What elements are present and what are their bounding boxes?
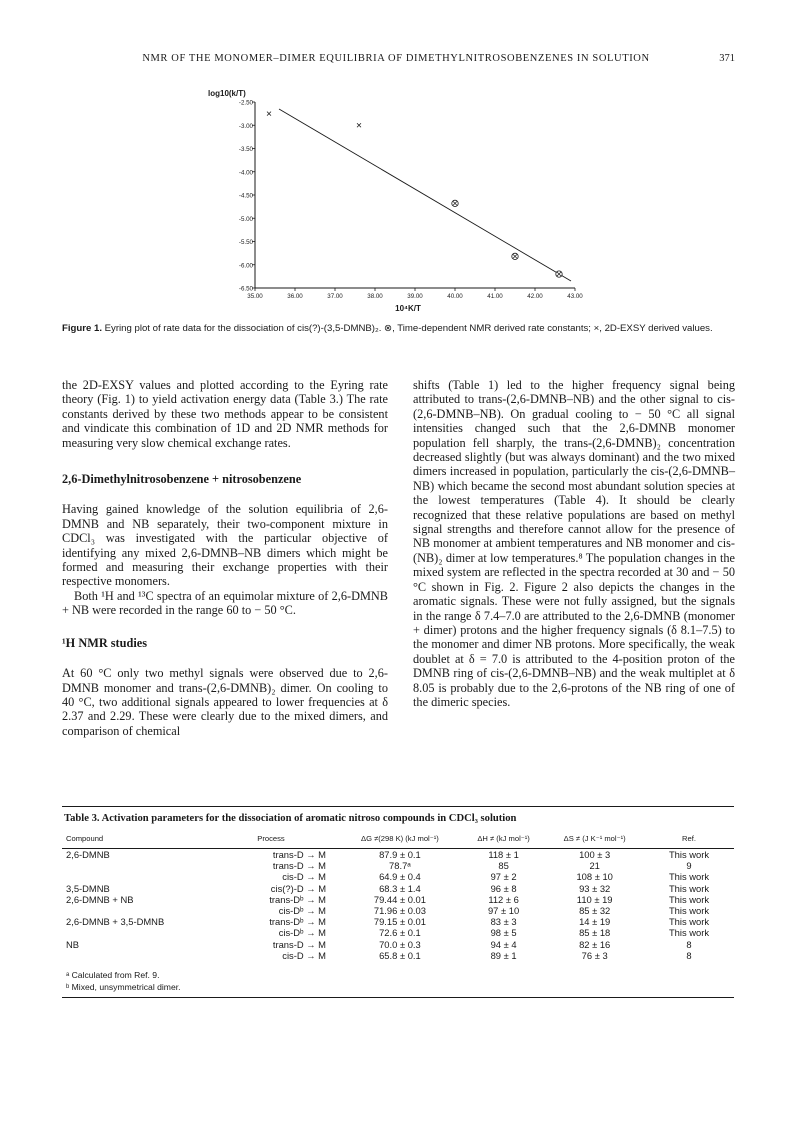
table-cell: 8 (686, 938, 692, 950)
table-cell: cis-D → M (282, 949, 326, 961)
y-axis-label: log10(k/T) (208, 89, 246, 98)
y-tick-label: -4.50 (238, 192, 253, 200)
x-axis-label: 10⁴K/T (395, 304, 421, 313)
table-cell (62, 927, 216, 938)
x-tick-label: 38.00 (367, 293, 383, 300)
data-marks (267, 109, 571, 281)
page-number: 371 (719, 53, 735, 64)
table-bottom-rule (62, 997, 734, 998)
y-tick-label: -3.50 (238, 146, 253, 153)
y-tick-label: -6.00 (238, 262, 253, 270)
column-header: Ref. (682, 834, 696, 843)
table-row (62, 894, 734, 905)
table-cell: 78.7ᵃ (389, 860, 411, 872)
table-cell (62, 905, 216, 916)
table-cell: trans-D → M (272, 938, 326, 950)
right-column (413, 378, 735, 709)
table-cell: This work (668, 905, 710, 917)
table-cell: 21 (589, 860, 600, 872)
exsy-point (267, 112, 271, 116)
table-row (62, 849, 734, 861)
exsy-point (357, 123, 361, 127)
table-3 (62, 806, 734, 998)
table-cell: 96 ± 8 (490, 882, 517, 894)
table-cell: 2,6-DMNB (66, 849, 110, 860)
y-tick-label: -6.50 (238, 285, 253, 293)
column-header: Process (257, 834, 285, 843)
figure-caption (62, 323, 734, 336)
column-header: ΔS ≠ (J K⁻¹ mol⁻¹) (563, 834, 626, 843)
x-tick-label: 37.00 (327, 293, 343, 300)
table-cell: This work (668, 916, 710, 928)
figure-label: Figure 1. (62, 323, 102, 334)
table-cell: 70.0 ± 0.3 (379, 938, 421, 950)
table-cell: 64.9 ± 0.4 (379, 871, 421, 883)
table-cell: 85 ± 18 (579, 927, 611, 939)
x-tick-label: 35.00 (247, 293, 263, 300)
table-cell: 79.44 ± 0.01 (373, 893, 426, 905)
table-cell: cis-Dᵇ → M (278, 927, 326, 939)
table-row (62, 860, 734, 871)
table-cell: This work (668, 849, 710, 860)
table-cell: 14 ± 19 (579, 916, 611, 928)
table-cell: 68.3 ± 1.4 (379, 882, 421, 894)
table-cell: 2,6-DMNB + 3,5-DMNB (66, 916, 165, 928)
table-cell: 82 ± 16 (579, 938, 611, 950)
x-tick-label: 36.00 (287, 293, 303, 300)
table-cell: cis-D → M (282, 871, 326, 883)
nmr-point (512, 253, 518, 259)
x-tick-label: 43.00 (567, 293, 583, 300)
table-cell: 118 ± 1 (488, 849, 519, 860)
table-row (62, 939, 734, 950)
table-cell (62, 950, 216, 961)
column-header: Compound (66, 834, 104, 843)
table-cell: 97 ± 2 (490, 871, 517, 883)
table-header-row (62, 830, 734, 849)
table-top-rule (62, 806, 734, 807)
table-cell: trans-Dᵇ → M (269, 916, 326, 928)
table-cell: trans-D → M (272, 860, 326, 872)
table-row (62, 883, 734, 894)
paragraph: Having gained knowledge of the solution equilibria of 2,6-DMNB and NB separately, their two-component mixture in CDCl₃ was investigated with the particular objective of identifying any mixed 2,6-DMNB–NB dimers which might be formed and measuring their exchange properties with their respective monomers. (62, 502, 388, 589)
table-cell: This work (668, 927, 710, 939)
table-body (62, 849, 734, 966)
x-tick-label: 42.00 (527, 293, 543, 300)
table-cell: 112 ± 6 (488, 893, 519, 905)
table-cell: This work (668, 882, 710, 894)
table-row (62, 916, 734, 927)
table-cell: 94 ± 4 (490, 938, 517, 950)
table-row (62, 927, 734, 938)
fit-line (279, 109, 571, 281)
table-cell: 83 ± 3 (490, 916, 517, 928)
nmr-point (452, 200, 458, 206)
table-cell: 87.9 ± 0.1 (379, 849, 421, 860)
table-cell (62, 871, 216, 882)
column-header: ΔH ≠ (kJ mol⁻¹) (477, 834, 530, 843)
y-tick-label: -3.00 (238, 122, 253, 130)
table-cell: This work (668, 893, 710, 905)
table-cell: 100 ± 3 (579, 849, 611, 860)
table-row (62, 950, 734, 961)
table-cell: 97 ± 10 (487, 905, 520, 917)
table-title: Table 3. Activation parameters for the dissociation of aromatic nitroso compounds in CDCl₃ solution (64, 813, 517, 824)
table-cell: 2,6-DMNB + NB (66, 893, 134, 905)
x-tick-label: 41.00 (487, 293, 503, 300)
table-spacer-row (62, 961, 734, 965)
table-cell: 3,5-DMNB (66, 882, 110, 894)
paragraph: shifts (Table 1) led to the higher frequency signal being attributed to trans-(2,6-DMNB–NB) and the other signal to cis-(2,6-DMNB–NB). On gradual cooling to − 50 °C all signal intensities changed such that the 2,6-DMNB monomer population fell sharply, the trans-(2,6-DMNB)₂ concentration decreased slightly (but was always dominant) and the two mixed dimers increased in population, particularly the cis-(2,6-DMNB–NB) which became the second most abundant solution species at the lowest temperatures (Table 4). It should be clearly recognized that these relative populations are based on methyl signal strengths and therefore cannot allow for the presence of NB monomer at ambient temperatures and NB monomer and cis-(NB)₂ dimer at low temperatures.⁸ The population changes in the mixed system are reflected in the spectra recorded at 30 and − 50 °C shown in Fig. 2. Figure 2 also depicts the changes in the aromatic signals. These were not fully assigned, but the signals in the range δ 7.4–7.0 are attributed to the 2,6-DMNB (monomer + dimer) protons and the higher frequency signals (δ 8.1–7.5) to the monomer and dimer NB protons. More specifically, the weak doublet at δ = 7.0 is attributed to the 4-position proton of the DMNB ring of cis-(2,6-DMNB–NB) and the weak multiplet at δ 8.05 is probably due to the 2,6-protons of the NB ring of one of the dimeric species. (413, 378, 735, 709)
table-cell: trans-D → M (272, 849, 326, 860)
table-footnotes (66, 970, 734, 993)
nmr-point (556, 271, 562, 277)
left-column (62, 378, 388, 738)
section-heading: 2,6-Dimethylnitrosobenzene + nitrosobenzene (62, 472, 302, 487)
section-heading: ¹H NMR studies (62, 635, 147, 650)
x-tick-label: 40.00 (447, 293, 463, 300)
table-cell (62, 860, 216, 871)
paragraph: Both ¹H and ¹³C spectra of an equimolar mixture of 2,6-DMNB + NB were recorded in the range 60 to − 50 °C. (62, 588, 388, 618)
y-tick-label: -4.00 (238, 169, 253, 177)
table-cell: 9 (686, 860, 692, 872)
table-cell: cis-Dᵇ → M (278, 905, 326, 917)
eyring-plot-figure (195, 84, 595, 316)
table-cell: cis(?)-D → M (270, 882, 326, 894)
table-cell: 72.6 ± 0.1 (379, 927, 421, 939)
paragraph: At 60 °C only two methyl signals were observed due to 2,6-DMNB monomer and trans-(2,6-DMNB)₂ dimer. On cooling to 40 °C, two additional signals appeared to lower frequencies at δ 2.37 and 2.29. These were clearly due to the mixed dimers, and comparison of chemical (62, 666, 388, 738)
running-head: NMR OF THE MONOMER–DIMER EQUILIBRIA OF DIMETHYLNITROSOBENZENES IN SOLUTION (142, 53, 650, 64)
table-cell: 8 (686, 949, 692, 961)
table-cell: NB (66, 938, 80, 950)
figure-caption-text: Eyring plot of rate data for the dissociation of cis(?)-(3,5-DMNB)₂. ⊗, Time-dependent NMR derived rate constants; ×, 2D-EXSY derived values. (101, 323, 713, 334)
column-header: ΔG ≠(298 K) (kJ mol⁻¹) (361, 834, 439, 843)
table-cell: 93 ± 32 (579, 882, 611, 894)
table-cell: 110 ± 19 (576, 893, 613, 905)
x-tick-label: 39.00 (407, 293, 423, 300)
table-cell: 85 (498, 860, 509, 872)
table-cell: 98 ± 5 (490, 927, 517, 939)
y-tick-label: -2.50 (238, 99, 253, 107)
activation-parameters-table (62, 830, 734, 965)
table-cell: 89 ± 1 (490, 949, 517, 961)
footnote: ᵇ Mixed, unsymmetrical dimer. (66, 981, 181, 992)
table-cell: 79.15 ± 0.01 (373, 916, 426, 928)
table-cell: trans-Dᵇ → M (269, 893, 326, 905)
table-cell: This work (668, 871, 710, 883)
table-cell: 65.8 ± 0.1 (379, 949, 421, 961)
axes (239, 100, 583, 301)
table-row (62, 871, 734, 882)
table-cell: 108 ± 10 (576, 871, 613, 883)
table-cell: 76 ± 3 (581, 949, 608, 961)
footnote: ᵃ Calculated from Ref. 9. (66, 970, 160, 981)
eyring-plot (195, 84, 595, 316)
y-tick-label: -5.50 (238, 239, 253, 246)
table-cell: 85 ± 32 (579, 905, 611, 917)
table-cell: 71.96 ± 0.03 (373, 905, 426, 917)
table-row (62, 905, 734, 916)
y-tick-label: -5.00 (238, 215, 253, 223)
paragraph: the 2D-EXSY values and plotted according to the Eyring rate theory (Fig. 1) to yield activation energy data (Table 3.) The rate constants derived by these two methods appear to be consistent and vindicate this combination of 1D and 2D NMR methods for measuring very slow chemical exchange rates. (62, 378, 388, 450)
